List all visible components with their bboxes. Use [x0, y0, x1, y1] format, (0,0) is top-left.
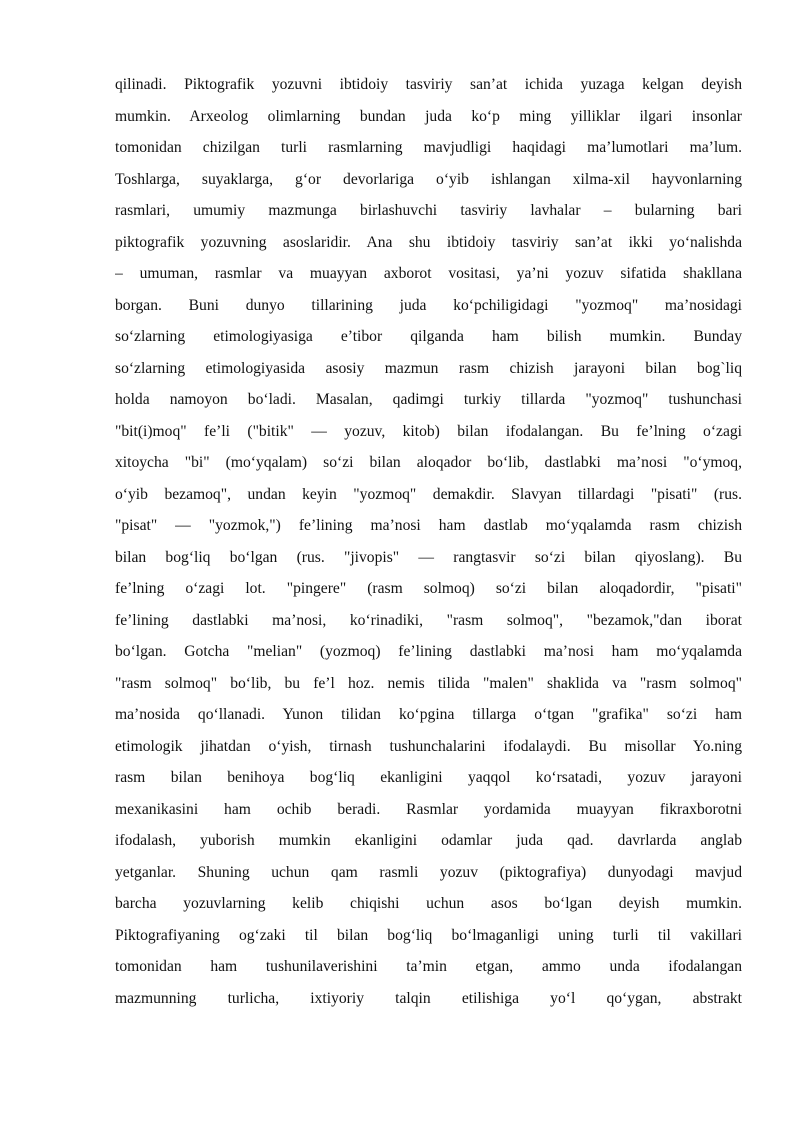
text-line: tomonidan ham tushunilaverishini ta’min etgan, ammo unda ifodalangan	[115, 958, 742, 975]
text-line: Piktografiyaning og‘zaki til bilan bog‘liq bo‘lmaganligi uning turli til vakillari	[115, 926, 742, 944]
text-line: rasmlari, umumiy mazmunga birlashuvchi tasviriy lavhalar – bularning bari	[115, 202, 742, 219]
text-line: fe’lining dastlabki ma’nosi, ko‘rinadiki, "rasm solmoq", "bezamok,"dan iborat	[115, 611, 742, 629]
text-line: tomonidan chizilgan turli rasmlarning mavjudligi haqidagi ma’lumotlari ma’lum.	[115, 139, 742, 156]
text-line: Toshlarga, suyaklarga, g‘or devorlariga o‘yib ishlangan xilma-xil hayvonlarning	[115, 170, 742, 188]
text-line: bo‘lgan. Gotcha "melian" (yozmoq) fe’lining dastlabki ma’nosi ham mo‘yqalamda	[115, 643, 742, 660]
text-line: bilan bog‘liq bo‘lgan (rus. "jivopis" — rangtasvir so‘zi bilan qiyoslang). Bu	[115, 548, 742, 566]
text-line: etimologik jihatdan o‘yish, tirnash tushunchalarini ifodalaydi. Bu misollar Yo.ning	[115, 737, 742, 755]
text-line: – umuman, rasmlar va muayyan axborot vositasi, ya’ni yozuv sifatida shakllana	[115, 265, 742, 282]
text-line: "bit(i)moq" fe’li ("bitik" — yozuv, kitob) bilan ifodalangan. Bu fe’lning o‘zagi	[115, 422, 742, 440]
text-line: ifodalash, yuborish mumkin ekanligini odamlar juda qad. davrlarda anglab	[115, 832, 742, 849]
text-line: ma’nosida qo‘llanadi. Yunon tilidan ko‘pgina tillarga o‘tgan "grafika" so‘zi ham	[115, 706, 742, 723]
text-line: mazmunning turlicha, ixtiyoriy talqin etilishiga yo‘l qo‘ygan, abstrakt	[115, 989, 742, 1007]
text-line: so‘zlarning etimologiyasiga e’tibor qilganda ham bilish mumkin. Bunday	[115, 328, 742, 345]
text-line: xitoycha "bi" (mo‘yqalam) so‘zi bilan aloqador bo‘lib, dastlabki ma’nosi "o‘ymoq,	[115, 454, 742, 471]
text-line: mexanikasini ham ochib beradi. Rasmlar yordamida muayyan fikraxborotni	[115, 800, 742, 818]
text-line: barcha yozuvlarning kelib chiqishi uchun asos bo‘lgan deyish mumkin.	[115, 895, 742, 912]
text-line: mumkin. Arxeolog olimlarning bundan juda ko‘p ming yilliklar ilgari insonlar	[115, 107, 742, 125]
text-line: yetganlar. Shuning uchun qam rasmli yozuv (piktografiya) dunyodagi mavjud	[115, 863, 742, 881]
text-line: borgan. Buni dunyo tillarining juda ko‘pchiligidagi "yozmoq" ma’nosidagi	[115, 296, 742, 314]
text-line: "pisat" — "yozmok,") fe’lining ma’nosi ham dastlab mo‘yqalamda rasm chizish	[115, 517, 742, 534]
text-line: holda namoyon bo‘ladi. Masalan, qadimgi turkiy tillarda "yozmoq" tushunchasi	[115, 391, 742, 408]
document-body	[115, 69, 742, 1014]
text-line: rasm bilan benihoya bog‘liq ekanligini yaqqol ko‘rsatadi, yozuv jarayoni	[115, 769, 742, 786]
text-line: piktografik yozuvning asoslaridir. Ana shu ibtidoiy tasviriy san’at ikki yo‘nalishda	[115, 233, 742, 251]
text-line: o‘yib bezamoq", undan keyin "yozmoq" demakdir. Slavyan tillardagi "pisati" (rus.	[115, 485, 742, 503]
text-line: "rasm solmoq" bo‘lib, bu fe’l hoz. nemis tilida "malen" shaklida va "rasm solmoq"	[115, 674, 742, 692]
text-line: so‘zlarning etimologiyasida asosiy mazmun rasm chizish jarayoni bilan bog`liq	[115, 359, 742, 377]
text-line: fe’lning o‘zagi lot. "pingere" (rasm solmoq) so‘zi bilan aloqadordir, "pisati"	[115, 580, 742, 597]
text-line: qilinadi. Piktografik yozuvni ibtidoiy tasviriy san’at ichida yuzaga kelgan deyish	[115, 76, 742, 93]
